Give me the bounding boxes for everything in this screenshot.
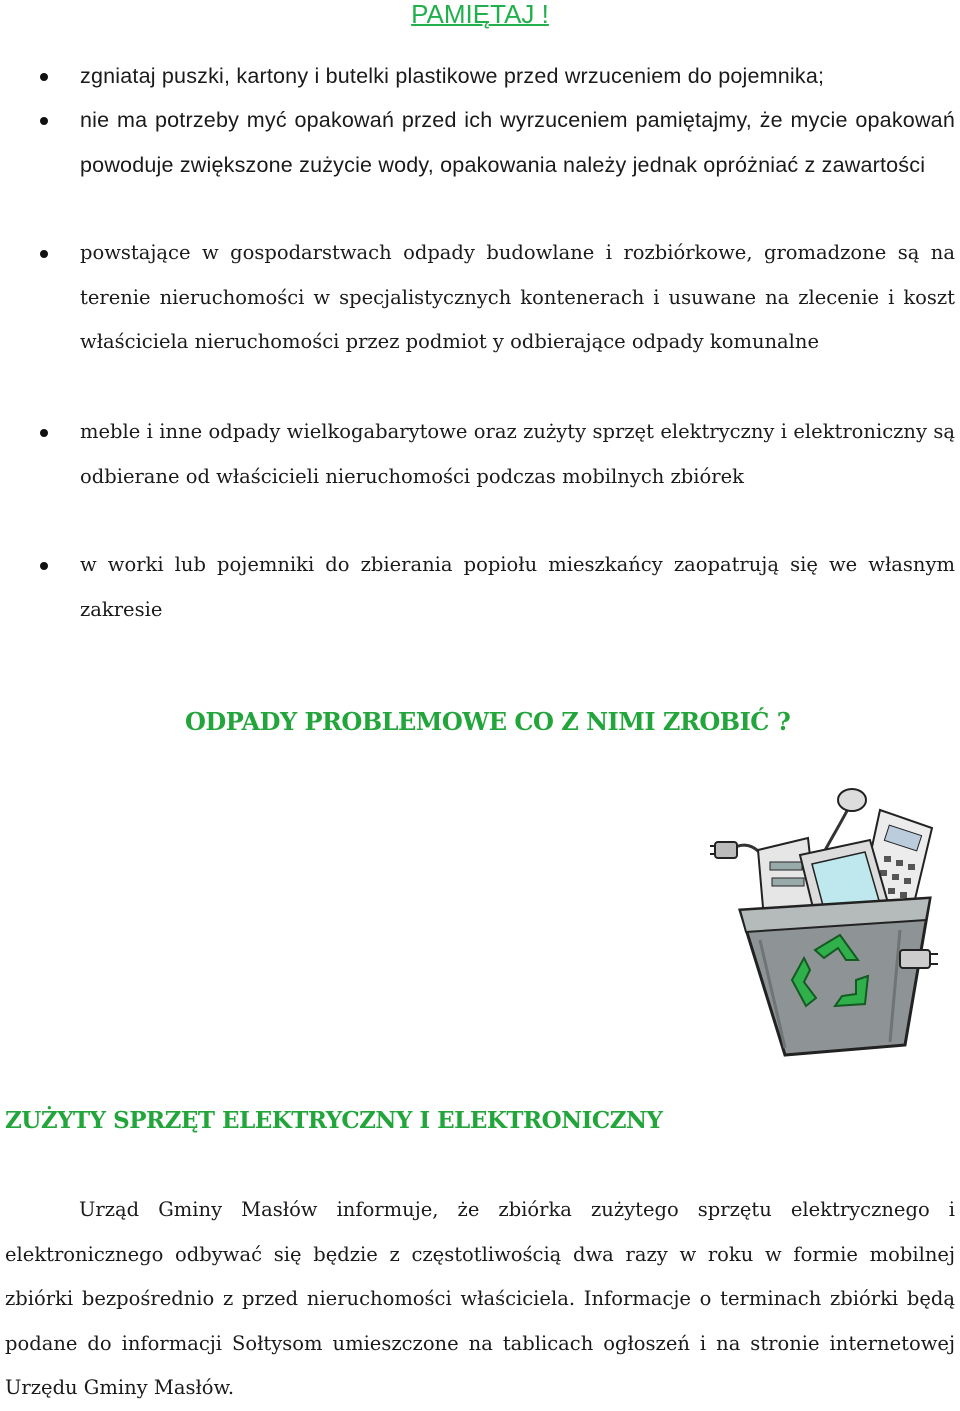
- page-title: PAMIĘTAJ !: [411, 0, 549, 29]
- list-item: [0, 231, 960, 410]
- info-paragraph: Urząd Gminy Masłów informuje, że zbiórka zużytego sprzętu elektrycznego i elektronicznego odbywać się będzie z częstotliwością dwa razy w roku w formie mobilnej zbiórki bezpośrednio z przed nieruchomości właściciela. Informacje o terminach zbiórki będą podane do informacji Sołtysom umieszczone na tablicach ogłoszeń i na stronie internetowej Urzędu Gminy Masłów.: [5, 1198, 955, 1399]
- bullet-icon: [40, 429, 48, 437]
- list-item: [0, 543, 960, 632]
- bullet-icon: [40, 117, 48, 125]
- subsection-heading: ZUŻYTY SPRZĘT ELEKTRYCZNY I ELEKTRONICZNY: [5, 1107, 663, 1134]
- list-item-text: powstające w gospodarstwach odpady budowlane i rozbiórkowe, gromadzone są na terenie nieruchomości w specjalistycznych kontenerach i usuwane na zlecenie i koszt właściciela nieruchomości przez podmiot y odbierające odpady komunalne: [80, 241, 955, 353]
- list-item: [0, 410, 960, 543]
- list-item-text: w worki lub pojemniki do zbierania popiołu mieszkańcy zaopatrują się we własnym zakresie: [80, 553, 955, 621]
- bullet-icon: [40, 73, 48, 81]
- list-item-text: zgniataj puszki, kartony i butelki plastikowe przed wrzuceniem do pojemnika;: [80, 64, 825, 88]
- recycle-bin-electronics-icon: [700, 780, 960, 1060]
- section-heading: ODPADY PROBLEMOWE CO Z NIMI ZROBIĆ ?: [185, 707, 791, 736]
- bullet-icon: [40, 250, 48, 258]
- list-item: [0, 98, 960, 231]
- reminder-list: [0, 54, 960, 632]
- bullet-icon: [40, 562, 48, 570]
- list-item-text: nie ma potrzeby myć opakowań przed ich wyrzuceniem pamiętajmy, że mycie opakowań powoduje zwiększone zużycie wody, opakowania należy jednak opróżniać z zawartości: [80, 108, 955, 177]
- list-item: [0, 54, 960, 98]
- list-item-text: meble i inne odpady wielkogabarytowe oraz zużyty sprzęt elektryczny i elektroniczny są odbierane od właścicieli nieruchomości podczas mobilnych zbiórek: [80, 420, 955, 488]
